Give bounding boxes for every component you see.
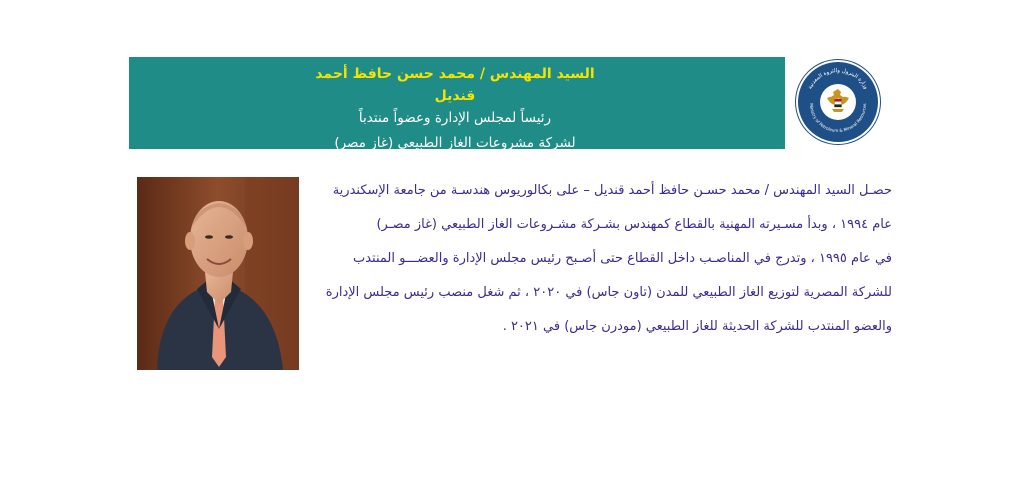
name-line: السيد المهندس / محمد حسن حافظ أحمد قنديل — [315, 66, 595, 104]
company-line: لشركة مشروعات الغاز الطبيعي (غاز مصر) — [334, 135, 576, 151]
ministry-seal-icon — [798, 62, 878, 142]
header-banner — [129, 57, 785, 149]
bio-line: حصـل السيد المهندس / محمد حسـن حافظ أحمد قنديل – على بكالوريوس هندسـة من جامعة الإسكندرية — [332, 183, 892, 198]
bio-line: عام ١٩٩٤ ، وبدأ مسـيرته المهنية بالقطاع كمهندس بشـركة مشـروعات الغاز الطبيعي (غاز مصـر) — [376, 217, 892, 232]
title-line: رئيساً لمجلس الإدارة وعضواً منتدباً — [358, 110, 552, 126]
bio-line: للشركة المصرية لتوزيع الغاز الطبيعي للمدن (تاون جاس) في ٢٠٢٠ ، ثم شغل منصب رئيس مجلس الإدارة — [325, 285, 892, 300]
bio-line: والعضو المنتدب للشركة الحديثة للغاز الطبيعي (مودرن جاس) في ٢٠٢١ . — [502, 319, 892, 334]
seal-english-text: Ministry of Petroleum & Mineral Resources — [808, 103, 868, 134]
biography-text — [312, 174, 892, 344]
seal-arabic-text: وزارة البترول والثروة المعدنية — [807, 67, 869, 91]
bio-line: في عام ١٩٩٥ ، وتدرج في المناصـب داخل القطاع حتى أصـبح رئيس مجلس الإدارة والعضـــو المنتدب — [352, 251, 892, 266]
portrait-photo — [137, 177, 299, 370]
